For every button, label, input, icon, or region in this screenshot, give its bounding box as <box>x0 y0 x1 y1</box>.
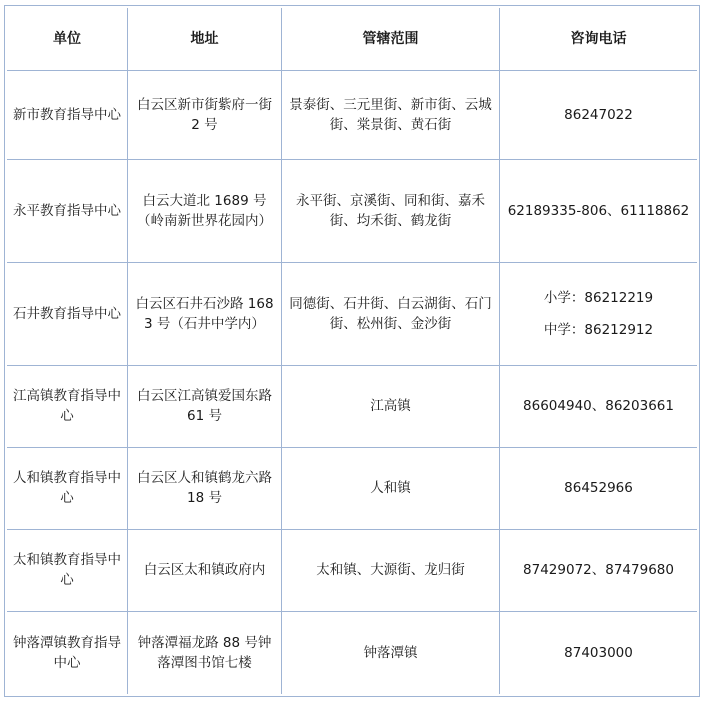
phone-number: 86247022 <box>564 107 633 124</box>
phone-number: 87403000 <box>564 644 633 661</box>
phone-number: 87429072、87479680 <box>523 562 674 579</box>
header-address: 地址 <box>128 8 282 71</box>
cell-address: 白云区石井石沙路 1683 号（石井中学内） <box>128 263 282 366</box>
table-body <box>7 71 697 694</box>
phone-number: 62189335-806、61118862 <box>507 203 690 220</box>
table-row <box>7 263 697 366</box>
header-row <box>7 8 697 71</box>
cell-unit: 新市教育指导中心 <box>7 71 128 160</box>
cell-address: 钟落潭福龙路 88 号钟落潭图书馆七楼 <box>128 612 282 694</box>
table-frame <box>4 5 700 697</box>
header-scope: 管辖范围 <box>282 8 500 71</box>
cell-unit: 石井教育指导中心 <box>7 263 128 366</box>
cell-scope: 太和镇、大源街、龙归街 <box>282 530 500 612</box>
cell-address: 白云区新市街紫府一街 2 号 <box>128 71 282 160</box>
table-row <box>7 612 697 694</box>
cell-scope: 江高镇 <box>282 366 500 448</box>
cell-address: 白云区江高镇爱国东路 61 号 <box>128 366 282 448</box>
cell-address: 白云大道北 1689 号（岭南新世界花园内） <box>128 160 282 263</box>
table-row <box>7 530 697 612</box>
cell-phone <box>500 448 697 530</box>
cell-address: 白云区太和镇政府内 <box>128 530 282 612</box>
cell-unit: 太和镇教育指导中心 <box>7 530 128 612</box>
cell-phone <box>500 263 697 366</box>
phone-number: 中学：86212912 <box>543 321 654 338</box>
cell-phone <box>500 71 697 160</box>
table-row <box>7 71 697 160</box>
cell-address: 白云区人和镇鹤龙六路 18 号 <box>128 448 282 530</box>
cell-scope: 同德街、石井街、白云湖街、石门街、松州街、金沙街 <box>282 263 500 366</box>
table-row <box>7 366 697 448</box>
cell-scope: 人和镇 <box>282 448 500 530</box>
cell-scope: 钟落潭镇 <box>282 612 500 694</box>
cell-phone <box>500 612 697 694</box>
cell-unit: 人和镇教育指导中心 <box>7 448 128 530</box>
header-unit: 单位 <box>7 8 128 71</box>
table-row <box>7 160 697 263</box>
cell-phone <box>500 160 697 263</box>
cell-unit: 江高镇教育指导中心 <box>7 366 128 448</box>
cell-unit: 钟落潭镇教育指导中心 <box>7 612 128 694</box>
cell-phone <box>500 530 697 612</box>
cell-unit: 永平教育指导中心 <box>7 160 128 263</box>
phone-number: 小学：86212219 <box>543 289 654 306</box>
cell-scope: 永平街、京溪街、同和街、嘉禾街、均禾街、鹤龙街 <box>282 160 500 263</box>
phone-number: 86452966 <box>564 480 633 497</box>
header-phone: 咨询电话 <box>500 8 697 71</box>
table-row <box>7 448 697 530</box>
phone-number: 86604940、86203661 <box>523 398 674 415</box>
cell-scope: 景泰街、三元里街、新市街、云城街、棠景街、黄石街 <box>282 71 500 160</box>
education-center-table <box>7 8 697 694</box>
cell-phone <box>500 366 697 448</box>
